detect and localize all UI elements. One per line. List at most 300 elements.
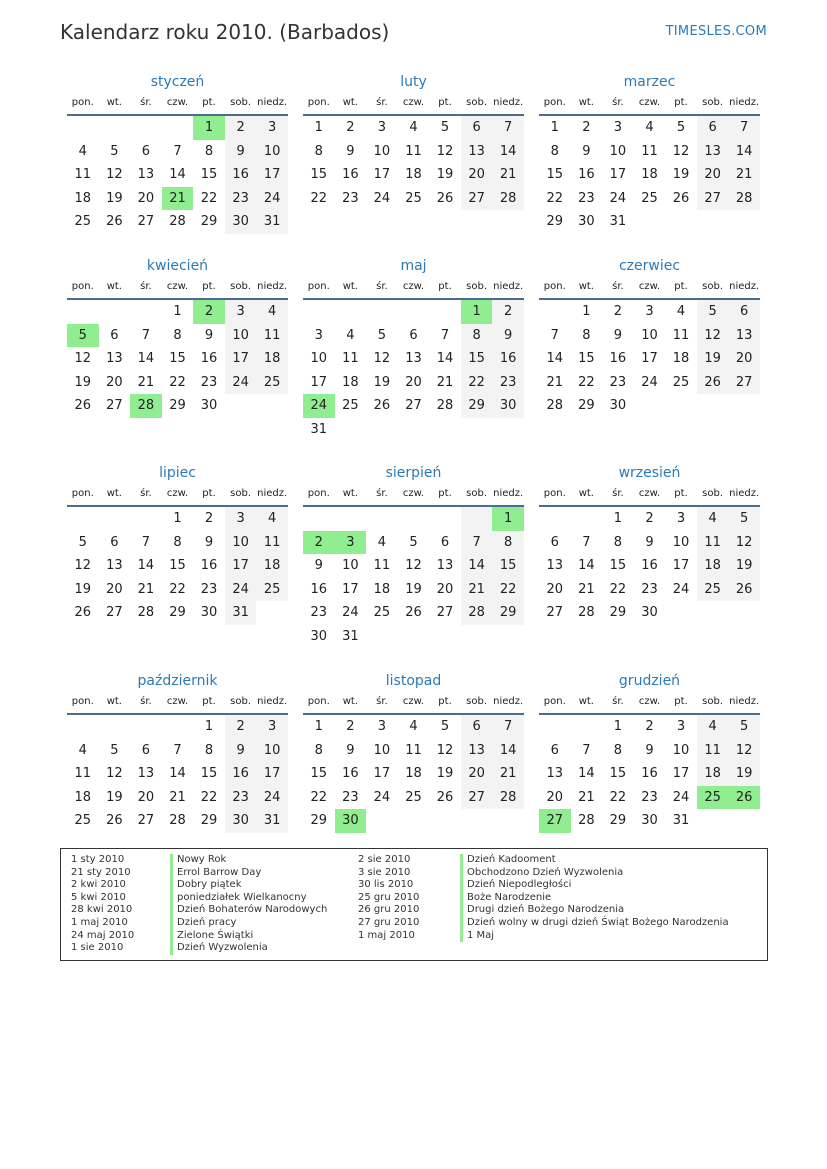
- day-cell[interactable]: 26: [74, 398, 92, 413]
- day-cell[interactable]: 2: [582, 120, 591, 135]
- day-cell[interactable]: 1: [613, 511, 623, 526]
- day-cell[interactable]: 18: [405, 167, 422, 182]
- day-cell[interactable]: 11: [373, 558, 391, 573]
- day-cell[interactable]: 26: [728, 578, 760, 602]
- day-cell[interactable]: 11: [256, 531, 288, 555]
- day-cell[interactable]: 13: [106, 351, 123, 366]
- day-cell[interactable]: 16: [225, 762, 257, 786]
- day-cell[interactable]: 17: [342, 581, 359, 597]
- day-cell[interactable]: 13: [546, 766, 564, 781]
- day-cell[interactable]: 19: [728, 554, 760, 578]
- day-cell[interactable]: 29: [169, 398, 186, 413]
- day-cell[interactable]: 6: [110, 327, 119, 343]
- day-cell[interactable]: 12: [106, 766, 123, 781]
- day-cell[interactable]: 23: [310, 605, 328, 620]
- day-cell[interactable]: 5: [728, 507, 760, 531]
- day-cell[interactable]: 23: [200, 581, 218, 597]
- day-cell[interactable]: 6: [141, 143, 151, 159]
- day-cell[interactable]: 22: [609, 581, 627, 597]
- day-cell[interactable]: 29: [609, 813, 627, 828]
- day-cell[interactable]: 27: [106, 398, 123, 413]
- day-cell[interactable]: 24: [256, 786, 288, 810]
- day-cell[interactable]: 28: [492, 786, 524, 810]
- day-cell[interactable]: 27: [461, 786, 493, 810]
- day-cell[interactable]: 28: [492, 187, 524, 211]
- day-cell[interactable]: 20: [546, 789, 564, 805]
- day-cell[interactable]: 15: [200, 167, 218, 182]
- day-cell[interactable]: 9: [645, 742, 654, 758]
- day-cell[interactable]: 15: [546, 167, 564, 182]
- day-cell[interactable]: 8: [314, 143, 323, 159]
- day-cell[interactable]: 26: [405, 605, 422, 620]
- day-cell[interactable]: 16: [225, 163, 257, 187]
- day-cell[interactable]: 11: [697, 531, 729, 555]
- day-cell[interactable]: 14: [436, 351, 454, 366]
- day-cell[interactable]: 29: [609, 605, 627, 620]
- day-cell[interactable]: 19: [106, 190, 123, 206]
- day-cell[interactable]: 25: [641, 190, 658, 206]
- day-cell[interactable]: 14: [578, 766, 595, 781]
- day-cell[interactable]: 31: [672, 813, 690, 828]
- day-cell[interactable]: 31: [256, 210, 288, 234]
- day-cell[interactable]: 6: [728, 300, 760, 324]
- day-cell[interactable]: 13: [728, 324, 760, 348]
- day-cell[interactable]: 10: [672, 742, 690, 758]
- day-cell[interactable]: 5: [110, 143, 119, 159]
- day-cell[interactable]: 9: [645, 534, 654, 550]
- day-cell[interactable]: 8: [613, 742, 623, 758]
- day-cell[interactable]: 25: [672, 374, 690, 390]
- day-cell[interactable]: 21: [162, 187, 194, 211]
- day-cell[interactable]: 1: [550, 120, 559, 135]
- day-cell[interactable]: 22: [200, 789, 218, 805]
- day-cell[interactable]: 17: [256, 163, 288, 187]
- day-cell[interactable]: 9: [613, 327, 623, 343]
- day-cell[interactable]: 14: [578, 558, 595, 573]
- day-cell[interactable]: 7: [141, 327, 151, 343]
- day-cell[interactable]: 1: [492, 507, 524, 531]
- day-cell[interactable]: 1: [314, 719, 323, 734]
- day-cell[interactable]: 25: [74, 813, 92, 828]
- day-cell[interactable]: 1: [314, 120, 323, 135]
- day-cell[interactable]: 7: [173, 742, 182, 758]
- day-cell[interactable]: 27: [539, 809, 571, 833]
- day-cell[interactable]: 13: [461, 140, 493, 164]
- day-cell[interactable]: 17: [310, 374, 328, 390]
- day-cell[interactable]: 24: [672, 581, 690, 597]
- day-cell[interactable]: 19: [74, 374, 92, 390]
- day-cell[interactable]: 24: [303, 394, 335, 418]
- day-cell[interactable]: 28: [130, 394, 162, 418]
- day-cell[interactable]: 7: [173, 143, 182, 159]
- day-cell[interactable]: 18: [74, 789, 92, 805]
- day-cell[interactable]: 2: [346, 719, 355, 734]
- day-cell[interactable]: 11: [342, 351, 359, 366]
- day-cell[interactable]: 9: [492, 324, 524, 348]
- day-cell[interactable]: 21: [436, 374, 454, 390]
- day-cell[interactable]: 16: [641, 766, 658, 781]
- day-cell[interactable]: 2: [193, 300, 225, 324]
- day-cell[interactable]: 12: [436, 143, 454, 159]
- day-cell[interactable]: 29: [578, 398, 595, 413]
- day-cell[interactable]: 16: [200, 351, 218, 366]
- day-cell[interactable]: 4: [409, 120, 418, 135]
- day-cell[interactable]: 31: [310, 421, 328, 437]
- day-cell[interactable]: 30: [641, 813, 658, 828]
- day-cell[interactable]: 15: [310, 167, 328, 182]
- day-cell[interactable]: 25: [256, 371, 288, 395]
- day-cell[interactable]: 9: [582, 143, 591, 159]
- day-cell[interactable]: 4: [78, 143, 87, 159]
- day-cell[interactable]: 18: [672, 351, 690, 366]
- day-cell[interactable]: 20: [106, 374, 123, 390]
- day-cell[interactable]: 14: [169, 766, 186, 781]
- day-cell[interactable]: 12: [436, 742, 454, 758]
- day-cell[interactable]: 30: [225, 809, 257, 833]
- day-cell[interactable]: 18: [697, 762, 729, 786]
- day-cell[interactable]: 19: [106, 789, 123, 805]
- day-cell[interactable]: 15: [578, 351, 595, 366]
- day-cell[interactable]: 23: [200, 374, 218, 390]
- day-cell[interactable]: 10: [310, 351, 328, 366]
- day-cell[interactable]: 14: [169, 167, 186, 182]
- day-cell[interactable]: 22: [578, 374, 595, 390]
- day-cell[interactable]: 30: [335, 809, 367, 833]
- day-cell[interactable]: 8: [492, 531, 524, 555]
- day-cell[interactable]: 12: [405, 558, 422, 573]
- day-cell[interactable]: 15: [310, 766, 328, 781]
- day-cell[interactable]: 5: [728, 715, 760, 739]
- day-cell[interactable]: 7: [582, 534, 591, 550]
- day-cell[interactable]: 4: [645, 120, 654, 135]
- day-cell[interactable]: 25: [697, 578, 729, 602]
- day-cell[interactable]: 4: [697, 715, 729, 739]
- day-cell[interactable]: 9: [346, 143, 355, 159]
- day-cell[interactable]: 19: [697, 347, 729, 371]
- day-cell[interactable]: 30: [641, 605, 658, 620]
- day-cell[interactable]: 21: [728, 163, 760, 187]
- day-cell[interactable]: 3: [676, 719, 686, 734]
- day-cell[interactable]: 6: [461, 116, 493, 140]
- day-cell[interactable]: 6: [440, 534, 450, 550]
- day-cell[interactable]: 11: [405, 143, 422, 159]
- day-cell[interactable]: 6: [110, 534, 119, 550]
- day-cell[interactable]: 18: [697, 554, 729, 578]
- day-cell[interactable]: 11: [74, 167, 92, 182]
- day-cell[interactable]: 21: [492, 163, 524, 187]
- day-cell[interactable]: 8: [173, 327, 182, 343]
- day-cell[interactable]: 3: [335, 531, 367, 555]
- day-cell[interactable]: 2: [346, 120, 355, 135]
- day-cell[interactable]: 15: [169, 558, 186, 573]
- day-cell[interactable]: 9: [346, 742, 355, 758]
- day-cell[interactable]: 18: [342, 374, 359, 390]
- day-cell[interactable]: 27: [546, 605, 564, 620]
- day-cell[interactable]: 12: [74, 558, 92, 573]
- day-cell[interactable]: 13: [697, 140, 729, 164]
- day-cell[interactable]: 10: [672, 534, 690, 550]
- day-cell[interactable]: 26: [74, 605, 92, 620]
- day-cell[interactable]: 3: [256, 116, 288, 140]
- day-cell[interactable]: 3: [225, 507, 257, 531]
- day-cell[interactable]: 3: [377, 120, 387, 135]
- day-cell[interactable]: 7: [492, 116, 524, 140]
- day-cell[interactable]: 19: [74, 581, 92, 597]
- day-cell[interactable]: 1: [461, 300, 493, 324]
- day-cell[interactable]: 20: [728, 347, 760, 371]
- day-cell[interactable]: 10: [225, 324, 257, 348]
- day-cell[interactable]: 24: [225, 371, 257, 395]
- day-cell[interactable]: 30: [200, 398, 218, 413]
- day-cell[interactable]: 25: [697, 786, 729, 810]
- day-cell[interactable]: 13: [137, 766, 155, 781]
- day-cell[interactable]: 2: [645, 719, 654, 734]
- day-cell[interactable]: 17: [672, 558, 690, 573]
- day-cell[interactable]: 7: [582, 742, 591, 758]
- day-cell[interactable]: 28: [436, 398, 454, 413]
- day-cell[interactable]: 4: [377, 534, 387, 550]
- day-cell[interactable]: 16: [492, 347, 524, 371]
- day-cell[interactable]: 7: [492, 715, 524, 739]
- day-cell[interactable]: 17: [373, 167, 391, 182]
- day-cell[interactable]: 28: [461, 601, 493, 625]
- day-cell[interactable]: 4: [78, 742, 87, 758]
- day-cell[interactable]: 7: [141, 534, 151, 550]
- day-cell[interactable]: 6: [409, 327, 418, 343]
- day-cell[interactable]: 7: [550, 327, 559, 343]
- day-cell[interactable]: 18: [641, 167, 658, 182]
- day-cell[interactable]: 3: [377, 719, 387, 734]
- day-cell[interactable]: 18: [256, 554, 288, 578]
- day-cell[interactable]: 14: [137, 351, 155, 366]
- day-cell[interactable]: 30: [310, 628, 328, 644]
- day-cell[interactable]: 29: [200, 813, 218, 828]
- day-cell[interactable]: 1: [173, 511, 182, 526]
- day-cell[interactable]: 3: [645, 304, 654, 319]
- day-cell[interactable]: 20: [546, 581, 564, 597]
- day-cell[interactable]: 30: [492, 394, 524, 418]
- day-cell[interactable]: 20: [697, 163, 729, 187]
- day-cell[interactable]: 27: [405, 398, 422, 413]
- day-cell[interactable]: 18: [373, 581, 391, 597]
- day-cell[interactable]: 20: [137, 190, 155, 206]
- day-cell[interactable]: 21: [546, 374, 564, 390]
- day-cell[interactable]: 30: [200, 605, 218, 620]
- day-cell[interactable]: 3: [225, 300, 257, 324]
- day-cell[interactable]: 8: [613, 534, 623, 550]
- day-cell[interactable]: 11: [405, 742, 422, 758]
- day-cell[interactable]: 7: [728, 116, 760, 140]
- day-cell[interactable]: 17: [641, 351, 658, 366]
- day-cell[interactable]: 19: [728, 762, 760, 786]
- day-cell[interactable]: 20: [106, 581, 123, 597]
- day-cell[interactable]: 5: [440, 719, 450, 734]
- day-cell[interactable]: 2: [613, 304, 623, 319]
- day-cell[interactable]: 12: [672, 143, 690, 159]
- day-cell[interactable]: 26: [106, 813, 123, 828]
- day-cell[interactable]: 13: [546, 558, 564, 573]
- day-cell[interactable]: 25: [256, 578, 288, 602]
- day-cell[interactable]: 31: [609, 214, 627, 229]
- day-cell[interactable]: 2: [225, 715, 257, 739]
- day-cell[interactable]: 3: [676, 511, 686, 526]
- day-cell[interactable]: 16: [342, 167, 359, 182]
- day-cell[interactable]: 15: [169, 351, 186, 366]
- day-cell[interactable]: 11: [256, 324, 288, 348]
- day-cell[interactable]: 22: [200, 190, 218, 206]
- day-cell[interactable]: 23: [225, 786, 257, 810]
- day-cell[interactable]: 28: [728, 187, 760, 211]
- day-cell[interactable]: 1: [193, 116, 225, 140]
- day-cell[interactable]: 4: [256, 507, 288, 531]
- day-cell[interactable]: 15: [609, 558, 627, 573]
- day-cell[interactable]: 22: [310, 190, 328, 206]
- day-cell[interactable]: 14: [492, 739, 524, 763]
- day-cell[interactable]: 23: [342, 190, 359, 206]
- day-cell[interactable]: 8: [314, 742, 323, 758]
- day-cell[interactable]: 20: [436, 581, 454, 597]
- day-cell[interactable]: 29: [492, 601, 524, 625]
- day-cell[interactable]: 1: [582, 304, 591, 319]
- day-cell[interactable]: 5: [67, 324, 99, 348]
- day-cell[interactable]: 24: [256, 187, 288, 211]
- day-cell[interactable]: 10: [641, 327, 658, 343]
- day-cell[interactable]: 27: [461, 187, 493, 211]
- day-cell[interactable]: 26: [436, 190, 454, 206]
- day-cell[interactable]: 17: [225, 347, 257, 371]
- day-cell[interactable]: 10: [373, 143, 391, 159]
- day-cell[interactable]: 26: [436, 789, 454, 805]
- day-cell[interactable]: 3: [314, 327, 323, 343]
- day-cell[interactable]: 24: [373, 789, 391, 805]
- day-cell[interactable]: 16: [310, 581, 328, 597]
- day-cell[interactable]: 14: [492, 140, 524, 164]
- day-cell[interactable]: 15: [461, 347, 493, 371]
- day-cell[interactable]: 10: [256, 140, 288, 164]
- day-cell[interactable]: 17: [256, 762, 288, 786]
- day-cell[interactable]: 12: [373, 351, 391, 366]
- day-cell[interactable]: 4: [697, 507, 729, 531]
- day-cell[interactable]: 23: [641, 581, 658, 597]
- day-cell[interactable]: 31: [342, 628, 359, 644]
- day-cell[interactable]: 25: [342, 398, 359, 413]
- day-cell[interactable]: 13: [405, 351, 422, 366]
- day-cell[interactable]: 29: [546, 214, 564, 229]
- day-cell[interactable]: 15: [609, 766, 627, 781]
- day-cell[interactable]: 9: [204, 327, 214, 343]
- day-cell[interactable]: 19: [436, 167, 454, 182]
- day-cell[interactable]: 8: [204, 143, 214, 159]
- day-cell[interactable]: 2: [225, 116, 257, 140]
- day-cell[interactable]: 21: [137, 581, 155, 597]
- day-cell[interactable]: 29: [461, 394, 493, 418]
- day-cell[interactable]: 4: [676, 304, 686, 319]
- day-cell[interactable]: 22: [169, 581, 186, 597]
- day-cell[interactable]: 12: [728, 739, 760, 763]
- day-cell[interactable]: 30: [609, 398, 627, 413]
- day-cell[interactable]: 16: [200, 558, 218, 573]
- day-cell[interactable]: 22: [461, 371, 493, 395]
- day-cell[interactable]: 26: [697, 371, 729, 395]
- day-cell[interactable]: 28: [137, 605, 155, 620]
- day-cell[interactable]: 19: [672, 167, 690, 182]
- day-cell[interactable]: 14: [728, 140, 760, 164]
- day-cell[interactable]: 19: [405, 581, 422, 597]
- day-cell[interactable]: 7: [461, 531, 493, 555]
- day-cell[interactable]: 12: [728, 531, 760, 555]
- day-cell[interactable]: 23: [578, 190, 595, 206]
- day-cell[interactable]: 25: [74, 214, 92, 229]
- day-cell[interactable]: 17: [672, 766, 690, 781]
- day-cell[interactable]: 20: [461, 762, 493, 786]
- day-cell[interactable]: 21: [492, 762, 524, 786]
- day-cell[interactable]: 15: [200, 766, 218, 781]
- day-cell[interactable]: 17: [225, 554, 257, 578]
- day-cell[interactable]: 25: [405, 789, 422, 805]
- day-cell[interactable]: 26: [106, 214, 123, 229]
- day-cell[interactable]: 31: [256, 809, 288, 833]
- day-cell[interactable]: 5: [697, 300, 729, 324]
- day-cell[interactable]: 12: [697, 324, 729, 348]
- day-cell[interactable]: 3: [613, 120, 623, 135]
- day-cell[interactable]: 27: [137, 813, 155, 828]
- day-cell[interactable]: 13: [436, 558, 454, 573]
- day-cell[interactable]: 9: [225, 739, 257, 763]
- day-cell[interactable]: 2: [303, 531, 335, 555]
- day-cell[interactable]: 5: [78, 534, 87, 550]
- day-cell[interactable]: 31: [225, 601, 257, 625]
- day-cell[interactable]: 17: [373, 766, 391, 781]
- day-cell[interactable]: 26: [672, 190, 690, 206]
- day-cell[interactable]: 10: [609, 143, 627, 159]
- day-cell[interactable]: 11: [74, 766, 92, 781]
- day-cell[interactable]: 17: [609, 167, 627, 182]
- day-cell[interactable]: 8: [582, 327, 591, 343]
- day-cell[interactable]: 21: [169, 789, 186, 805]
- day-cell[interactable]: 14: [546, 351, 564, 366]
- day-cell[interactable]: 23: [641, 789, 658, 805]
- day-cell[interactable]: 15: [492, 554, 524, 578]
- day-cell[interactable]: 5: [110, 742, 119, 758]
- day-cell[interactable]: 20: [137, 789, 155, 805]
- day-cell[interactable]: 24: [672, 789, 690, 805]
- day-cell[interactable]: 26: [373, 398, 391, 413]
- day-cell[interactable]: 27: [137, 214, 155, 229]
- day-cell[interactable]: 27: [106, 605, 123, 620]
- day-cell[interactable]: 5: [676, 120, 686, 135]
- day-cell[interactable]: 8: [173, 534, 182, 550]
- day-cell[interactable]: 16: [578, 167, 595, 182]
- day-cell[interactable]: 9: [225, 140, 257, 164]
- day-cell[interactable]: 5: [377, 327, 387, 343]
- day-cell[interactable]: 11: [641, 143, 658, 159]
- day-cell[interactable]: 7: [440, 327, 450, 343]
- day-cell[interactable]: 10: [373, 742, 391, 758]
- day-cell[interactable]: 18: [256, 347, 288, 371]
- day-cell[interactable]: 16: [609, 351, 627, 366]
- day-cell[interactable]: 23: [492, 371, 524, 395]
- day-cell[interactable]: 24: [373, 190, 391, 206]
- day-cell[interactable]: 22: [546, 190, 564, 206]
- day-cell[interactable]: 22: [310, 789, 328, 805]
- day-cell[interactable]: 29: [310, 813, 328, 828]
- day-cell[interactable]: 19: [373, 374, 391, 390]
- day-cell[interactable]: 25: [373, 605, 391, 620]
- day-cell[interactable]: 24: [342, 605, 359, 620]
- day-cell[interactable]: 10: [256, 739, 288, 763]
- day-cell[interactable]: 1: [204, 719, 214, 734]
- day-cell[interactable]: 30: [225, 210, 257, 234]
